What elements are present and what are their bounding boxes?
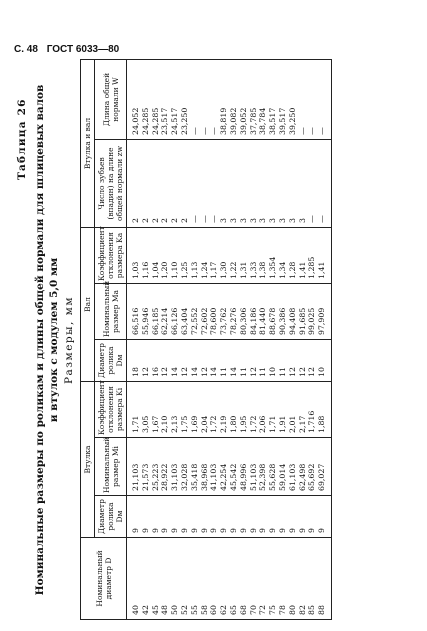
header-teeth-count: Число зубьев (впадин) на длине общей нормали zw	[95, 139, 127, 227]
header-roller-diameter-shaft: Диаметр ролика Dм	[95, 340, 127, 382]
column-coefficient-shaft: 1,03 1,16 1,04 1,20 1,10 1,25 1,13 1,24 1,17 1,30 1,22 1,31 1,33 1,38 1,354 1,34 1,28 1,41 1,285 1,41	[127, 227, 332, 283]
page-header	[14, 44, 125, 55]
header-shaft: Вал	[81, 227, 95, 381]
column-nominal-size-shaft: 66,516 55,946 66,185 62,214 66,126 63,404 72,552 72,602 78,600 73,762 78,276 80,306 84,186 81,440 88,678 90,386 94,408 91,685 99,025 97,909	[127, 284, 332, 340]
table-caption-line2: и втулок с модулем 5,0 мм	[48, 257, 60, 423]
header-bushing-and-shaft: Втулка и вал	[81, 59, 95, 227]
header-roller-diameter-bushing: Диаметр ролика Dм	[95, 496, 127, 538]
header-bushing: Втулка	[81, 382, 95, 538]
column-teeth-count: 2 2 2 2 2 2 — — — 3 3 3 3 3 3 3 3 3 — —	[127, 139, 332, 227]
header-normal-length: Длина общей нормали W	[95, 59, 127, 139]
units-note: Размеры, мм	[63, 295, 75, 385]
standard-code: ГОСТ 6033—80	[46, 44, 120, 55]
column-coefficient-bushing: 1,71 3,05 1,67 2,10 2,13 1,75 1,69 2,04 1,72 2,19 1,80 1,95 1,72 2,06 1,71 1,91 2,01 2,17 1,716 1,88	[127, 382, 332, 438]
column-nominal-size-bushing: 21,103 21,573 25,223 28,922 31,103 32,028 35,418 38,968 41,103 42,254 45,542 48,996 51,103 52,398 55,628 59,014 61,103 62,498 65,692 69,027	[127, 438, 332, 496]
dimensions-table	[80, 59, 332, 620]
table-label: Таблица 26	[16, 98, 28, 180]
table-body-row	[127, 59, 332, 619]
header-nominal-size-bushing: Номинальный размер Mi	[95, 438, 127, 496]
column-roller-diameter-shaft: 18 12 16 12 14 12 14 12 14 11 14 11 12 11 10 11 12 12 12 10	[127, 340, 332, 382]
column-roller-diameter-bushing: 9 9 9 9 9 9 9 9 9 9 9 9 9 9 9 9 9 9 9 9	[127, 496, 332, 538]
header-nominal-diameter: Номинальный диаметр D	[81, 538, 127, 620]
rotated-table-section	[14, 60, 413, 620]
column-nominal-diameter: 40 42 45 48 50 52 55 58 60 62 65 68 70 72 75 78 80 82 85 88	[127, 538, 332, 620]
column-normal-length: 24,052 24,285 24,285 23,517 24,517 23,250 — — — 38,819 39,082 39,052 37,785 38,784 38,517 39,517 39,250 — — —	[127, 59, 332, 139]
header-coefficient-bushing: Коэффициент отклонения размера Ki	[95, 382, 127, 438]
table-caption-line1: Номинальные размеры по роликам и длины общей нормали для шлицевых валов	[34, 84, 46, 596]
page-number: С. 48	[14, 44, 38, 55]
header-nominal-size-shaft: Номинальный размер Ma	[95, 284, 127, 340]
header-coefficient-shaft: Коэффициент отклонения размера Ka	[95, 227, 127, 283]
